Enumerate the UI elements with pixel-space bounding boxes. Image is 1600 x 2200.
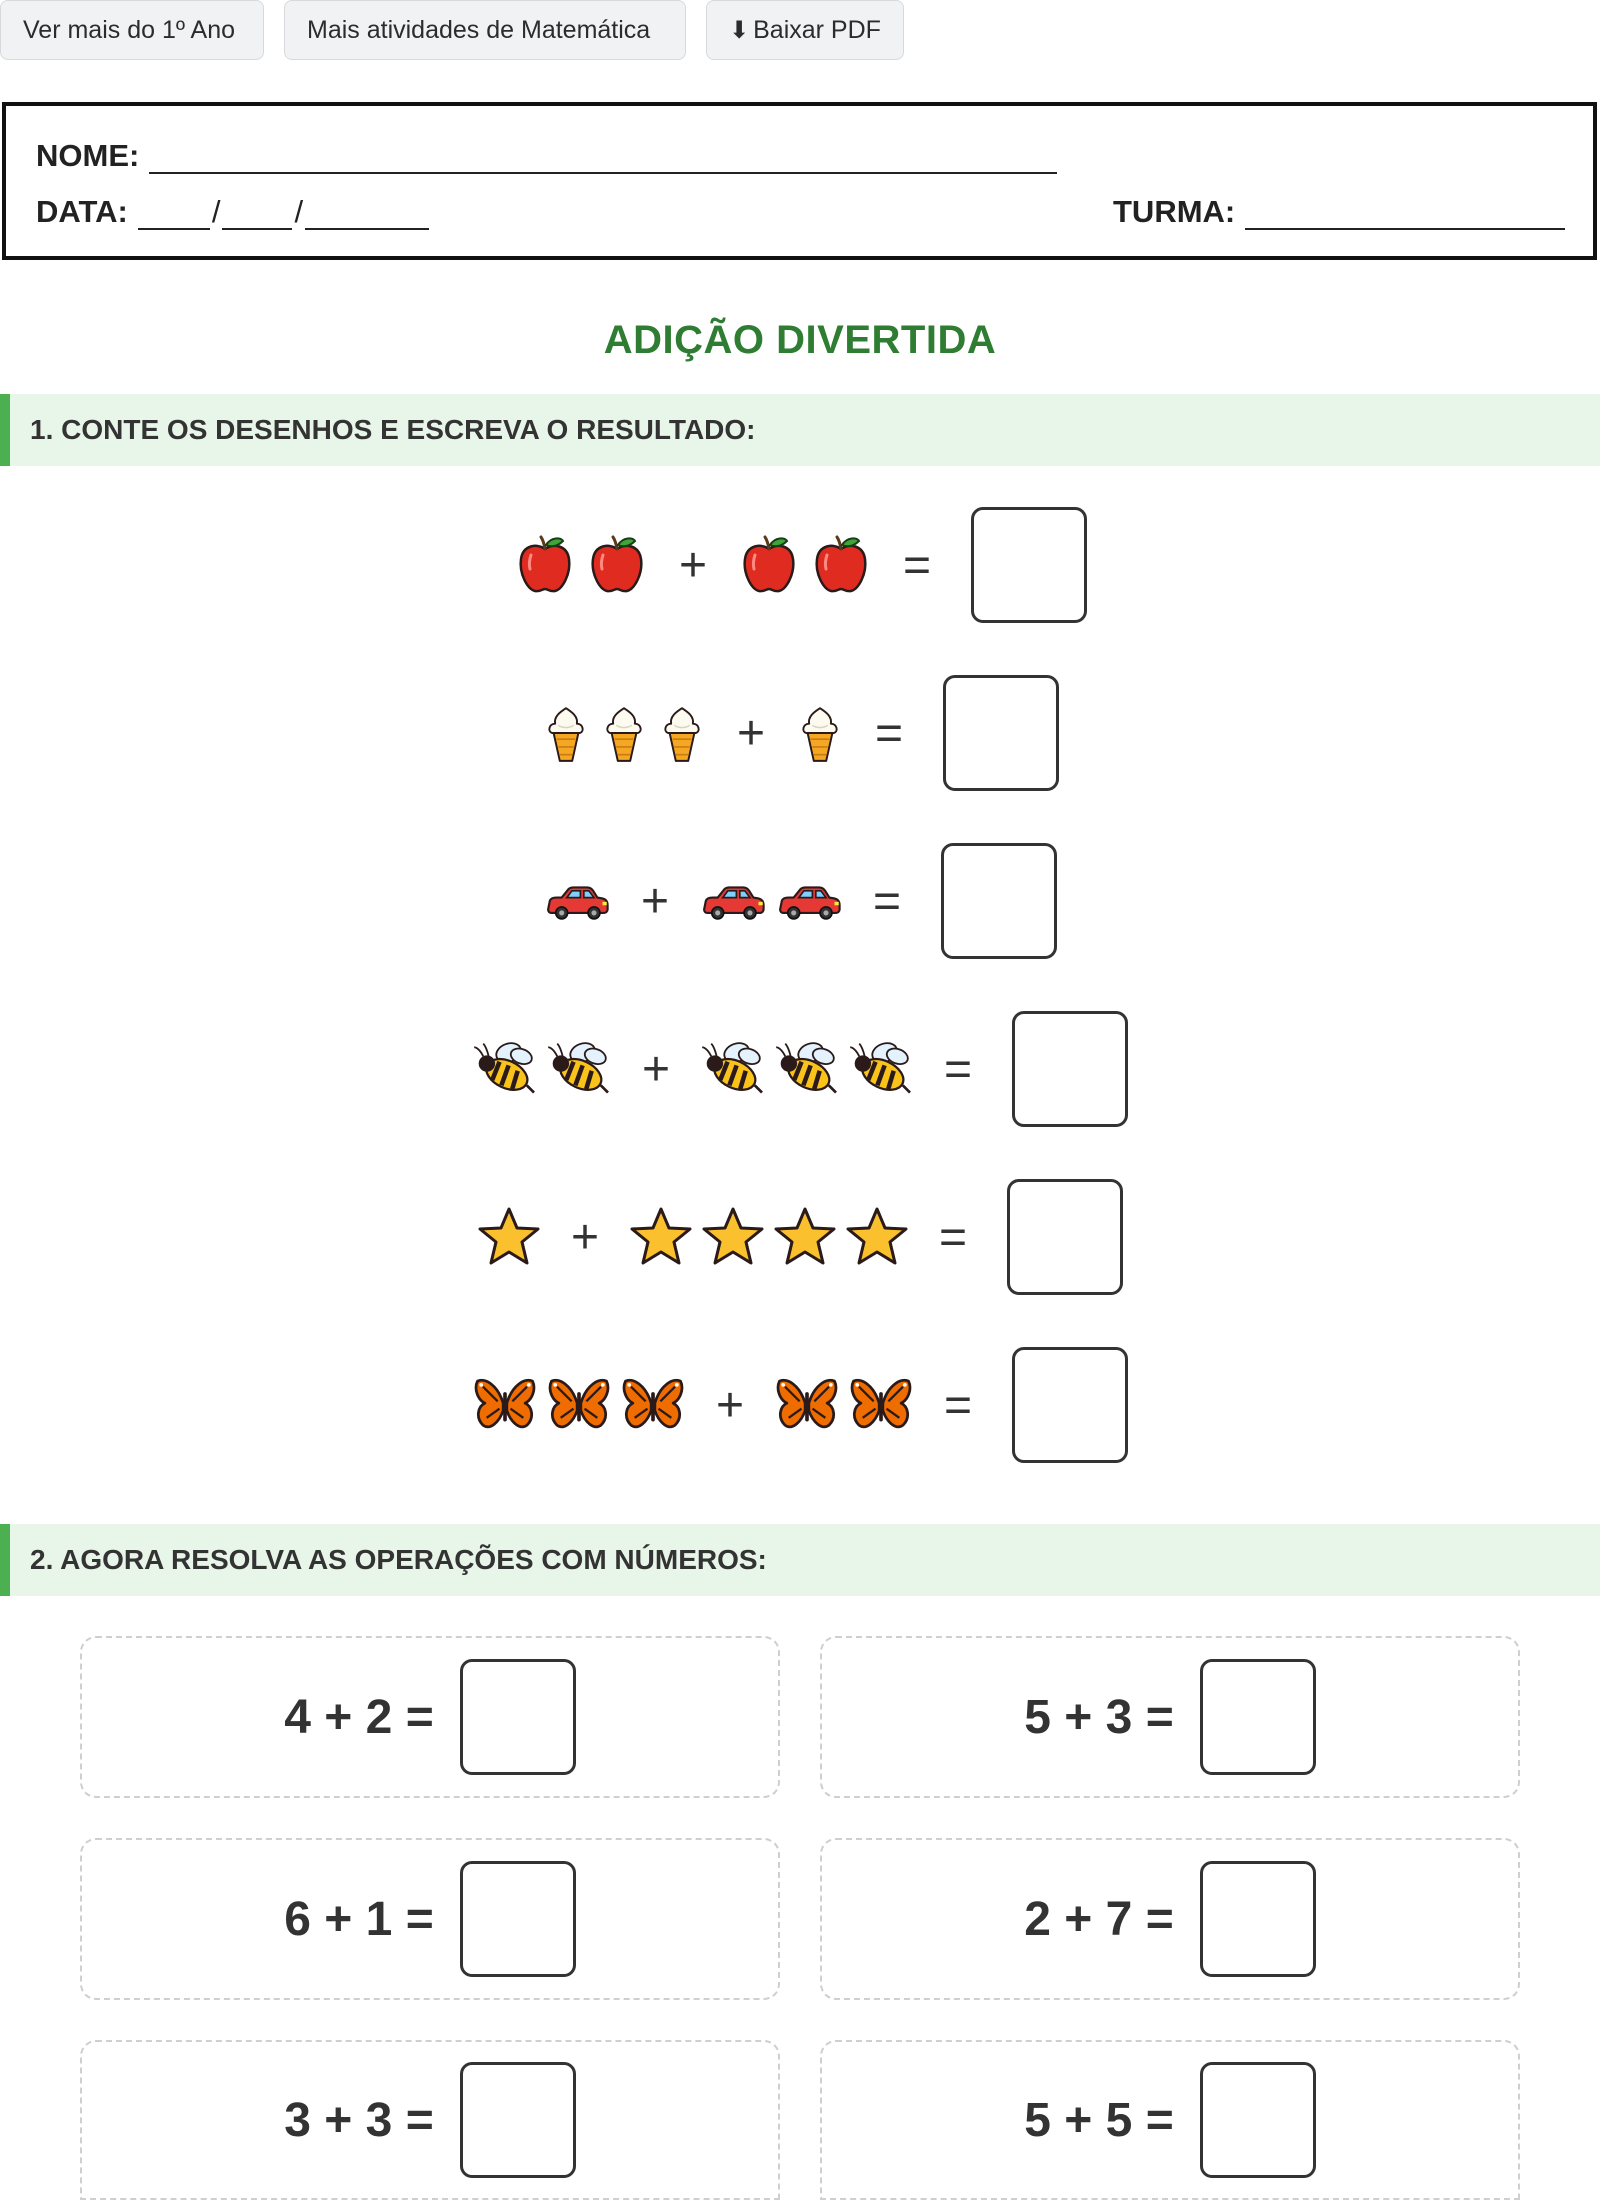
problem-expression: 4 + 2 = [284, 1690, 434, 1744]
butterfly-icon [774, 1375, 840, 1435]
right-group [795, 702, 845, 764]
answer-box[interactable] [1012, 1347, 1128, 1463]
date-day-blank [138, 194, 210, 230]
name-blank [149, 138, 1057, 174]
number-problem-card [80, 1636, 780, 1798]
answer-box[interactable] [460, 1659, 576, 1775]
answer-box[interactable] [971, 507, 1087, 623]
car-icon [699, 880, 767, 922]
bee-icon [546, 1040, 612, 1098]
right-group [699, 880, 843, 922]
right-group [700, 1040, 914, 1098]
bee-icon [472, 1040, 538, 1098]
equals-sign: = [944, 1042, 973, 1096]
right-group [774, 1375, 914, 1435]
section-1-heading [0, 394, 1600, 466]
see-more-1st-year-label: Ver mais do 1º Ano [23, 15, 236, 44]
name-label: NOME: [36, 138, 140, 173]
apple-icon [737, 533, 801, 597]
emoji-addition-row [0, 1179, 1600, 1295]
problem-expression: 2 + 7 = [1024, 1892, 1174, 1946]
star-icon [629, 1205, 693, 1269]
emoji-addition-row [0, 1011, 1600, 1127]
apple-icon [585, 533, 649, 597]
answer-box[interactable] [1200, 1861, 1316, 1977]
left-group [477, 1205, 541, 1269]
download-arrow-icon: ⬇ [729, 16, 750, 44]
date-label: DATA: [36, 194, 128, 229]
left-group [541, 702, 707, 764]
date-separator: / [211, 194, 221, 229]
problem-expression: 3 + 3 = [284, 2093, 434, 2147]
plus-sign: + [678, 538, 707, 592]
answer-box[interactable] [1200, 1659, 1316, 1775]
date-separator: / [294, 194, 304, 229]
equals-sign: = [944, 1378, 973, 1432]
butterfly-icon [472, 1375, 538, 1435]
emoji-addition-row [0, 675, 1600, 791]
number-problem-card [820, 1838, 1520, 2000]
more-math-activities-label: Mais atividades de Matemática [307, 15, 651, 44]
left-group [543, 880, 611, 922]
plus-sign: + [736, 706, 765, 760]
number-problem-card [80, 2040, 780, 2200]
class-label: TURMA: [1113, 194, 1236, 229]
plus-sign: + [640, 874, 669, 928]
equals-sign: = [875, 706, 904, 760]
butterfly-icon [546, 1375, 612, 1435]
star-icon [701, 1205, 765, 1269]
answer-box[interactable] [1012, 1011, 1128, 1127]
right-group [629, 1205, 909, 1269]
answer-box[interactable] [460, 2062, 576, 2178]
left-group [472, 1375, 686, 1435]
top-navigation [0, 0, 904, 62]
section-2-heading [0, 1524, 1600, 1596]
more-math-activities-button[interactable] [284, 0, 686, 60]
answer-box[interactable] [941, 843, 1057, 959]
left-group [472, 1040, 612, 1098]
butterfly-icon [848, 1375, 914, 1435]
section-2-heading-text: 2. AGORA RESOLVA AS OPERAÇÕES COM NÚMEROS: [30, 1544, 767, 1575]
equals-sign: = [873, 874, 902, 928]
butterfly-icon [620, 1375, 686, 1435]
worksheet-title: ADIÇÃO DIVERTIDA [603, 318, 997, 362]
student-info-box [2, 102, 1597, 260]
ice-cream-icon [541, 702, 591, 764]
equals-sign: = [903, 538, 932, 592]
date-line [36, 194, 429, 230]
number-problem-card [80, 1838, 780, 2000]
star-icon [845, 1205, 909, 1269]
problem-expression: 5 + 3 = [1024, 1690, 1174, 1744]
right-group [737, 533, 873, 597]
plus-sign: + [641, 1042, 670, 1096]
plus-sign: + [570, 1210, 599, 1264]
download-pdf-button[interactable] [706, 0, 904, 60]
ice-cream-icon [795, 702, 845, 764]
section-1-heading-text: 1. CONTE OS DESENHOS E ESCREVA O RESULTADO: [30, 414, 756, 445]
name-line [36, 138, 1057, 174]
bee-icon [848, 1040, 914, 1098]
emoji-addition-row [0, 1347, 1600, 1463]
number-problem-card [820, 2040, 1520, 2200]
answer-box[interactable] [1007, 1179, 1123, 1295]
star-icon [477, 1205, 541, 1269]
download-pdf-label: Baixar PDF [753, 15, 881, 44]
answer-box[interactable] [1200, 2062, 1316, 2178]
left-group [513, 533, 649, 597]
ice-cream-icon [599, 702, 649, 764]
see-more-1st-year-button[interactable] [0, 0, 264, 60]
problem-expression: 6 + 1 = [284, 1892, 434, 1946]
apple-icon [809, 533, 873, 597]
apple-icon [513, 533, 577, 597]
date-month-blank [222, 194, 292, 230]
class-line [1113, 194, 1565, 230]
plus-sign: + [715, 1378, 744, 1432]
star-icon [773, 1205, 837, 1269]
date-year-blank [305, 194, 429, 230]
class-blank [1245, 194, 1565, 230]
emoji-addition-row [0, 507, 1600, 623]
bee-icon [774, 1040, 840, 1098]
ice-cream-icon [657, 702, 707, 764]
emoji-addition-row [0, 843, 1600, 959]
equals-sign: = [939, 1210, 968, 1264]
number-problem-card [820, 1636, 1520, 1798]
car-icon [775, 880, 843, 922]
bee-icon [700, 1040, 766, 1098]
car-icon [543, 880, 611, 922]
problem-expression: 5 + 5 = [1024, 2093, 1174, 2147]
answer-box[interactable] [460, 1861, 576, 1977]
answer-box[interactable] [943, 675, 1059, 791]
